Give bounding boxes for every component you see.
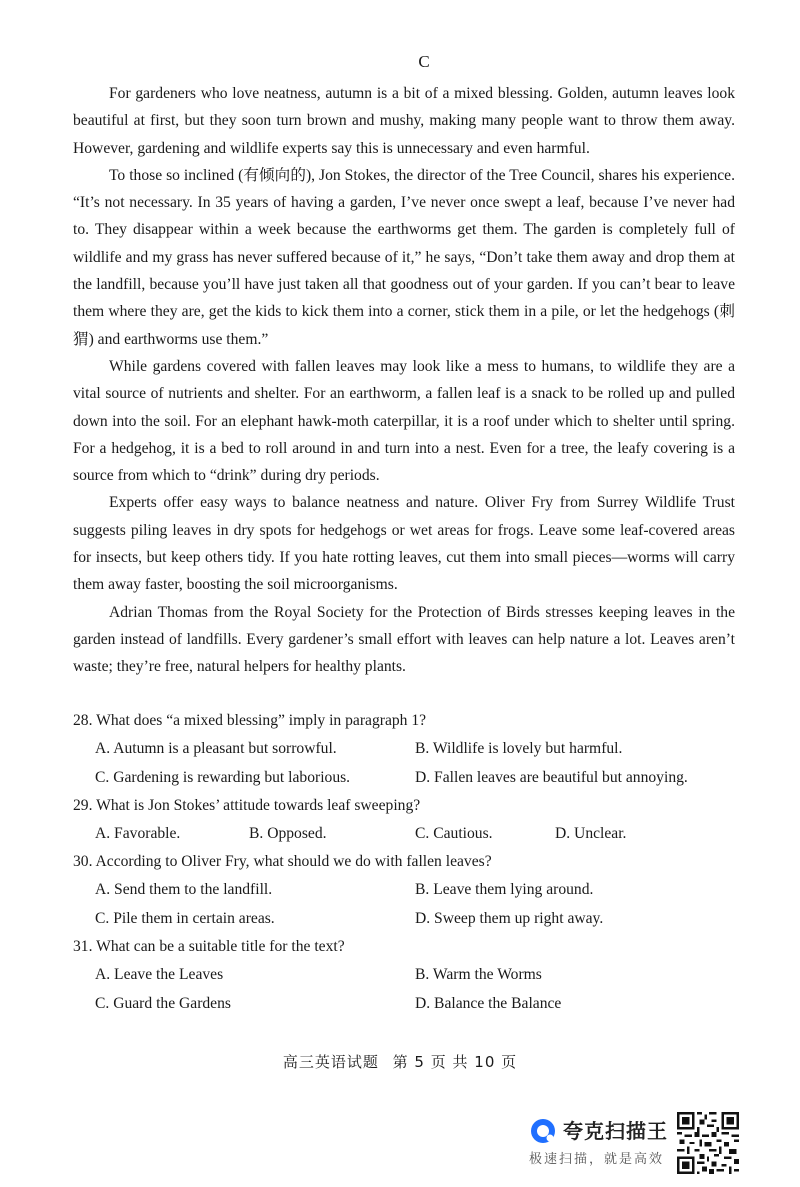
app-slogan: 极速扫描，就是高效	[529, 1152, 665, 1167]
app-name: 夸克扫描王	[563, 1119, 668, 1143]
quark-logo-icon	[529, 1117, 557, 1145]
question-stem: 31. What can be a suitable title for the text?	[73, 938, 345, 955]
question-31	[73, 933, 753, 1018]
question-stem: 30. According to Oliver Fry, what should we do with fallen leaves?	[73, 853, 492, 870]
page-footer	[0, 1051, 800, 1072]
paragraph-5: Adrian Thomas from the Royal Society for the Protection of Birds stresses keeping leaves in the garden instead of landfills. Every gardener’s small effort with leaves can help nature a lot. Leaves aren’t waste; they’re free, natural helpers for healthy plants.	[73, 603, 735, 676]
option-c: C. Pile them in certain areas.	[95, 910, 275, 927]
paragraph-1: For gardeners who love neatness, autumn is a bit of a mixed blessing. Golden, autumn leaves look beautiful at first, but they soon turn brown and mushy, making many people want to throw them away. However, gardening and wildlife experts say this is unnecessary and even harmful.	[73, 85, 735, 157]
option-c: C. Cautious.	[415, 825, 493, 842]
question-stem: 28. What does “a mixed blessing” imply in paragraph 1?	[73, 712, 427, 729]
option-d: D. Sweep them up right away.	[415, 910, 604, 927]
option-d: D. Fallen leaves are beautiful but annoying.	[415, 769, 688, 786]
scanner-watermark	[527, 1113, 669, 1173]
option-d: D. Balance the Balance	[415, 995, 562, 1012]
option-row	[73, 960, 753, 989]
section-letter: C	[418, 52, 430, 71]
option-row	[73, 819, 753, 848]
option-b: B. Wildlife is lovely but harmful.	[415, 740, 623, 757]
option-c: C. Guard the Gardens	[95, 995, 231, 1012]
option-row	[73, 734, 753, 763]
question-list	[73, 707, 753, 1018]
paragraph-4: Experts offer easy ways to balance neatness and nature. Oliver Fry from Surrey Wildlife Trust suggests piling leaves in dry spots for hedgehogs or wet areas for frogs. Leave some leaf-covered areas for insects, but keep others tidy. If you hate rotting leaves, cut them into small pieces—worms will carry them away faster, boosting the soil microorganisms.	[73, 494, 735, 594]
option-row	[73, 763, 753, 792]
option-a: A. Leave the Leaves	[95, 966, 224, 983]
option-row	[73, 904, 753, 933]
option-a: A. Send them to the landfill.	[95, 881, 273, 898]
option-b: B. Leave them lying around.	[415, 881, 594, 898]
option-row	[73, 989, 753, 1018]
option-a: A. Autumn is a pleasant but sorrowful.	[95, 740, 337, 757]
question-30	[73, 848, 753, 933]
qr-code-icon	[677, 1112, 739, 1174]
option-b: B. Opposed.	[249, 825, 327, 842]
exam-name: 高三英语试题	[282, 1053, 379, 1071]
option-b: B. Warm the Worms	[415, 966, 542, 983]
option-c: C. Gardening is rewarding but laborious.	[95, 769, 351, 786]
option-a: A. Favorable.	[95, 825, 181, 842]
page-info: 第 5 页 共 10 页	[392, 1053, 518, 1071]
question-28	[73, 707, 753, 792]
reading-passage	[73, 80, 735, 681]
paragraph-2: To those so inclined (有倾向的), Jon Stokes, the director of the Tree Council, shares his experience. “It’s not necessary. In 35 years of having a garden, I’ve never once swept a leaf, because I’ve never had to. They disappear within a week because the earthworms get them. The garden is completely full of wildlife and my grass has never suffered because of it,” he says, “Don’t take them away and drop them at the landfill, because you’ll have just taken all that goodness out of your garden. If you can’t bear to leave them where they are, get the kids to kick them into a corner, stick them in a pile, or let the hedgehogs (刺猬) and earthworms use them.”	[73, 166, 735, 348]
option-d: D. Unclear.	[555, 825, 627, 842]
question-stem: 29. What is Jon Stokes’ attitude towards leaf sweeping?	[73, 797, 421, 814]
option-row	[73, 875, 753, 904]
paragraph-3: While gardens covered with fallen leaves may look like a mess to humans, to wildlife they are a vital source of nutrients and shelter. For an earthworm, a fallen leaf is a snack to be rolled up and pulled down into the soil. For an elephant hawk-moth caterpillar, it is a roof under which to shelter until spring. For a hedgehog, it is a bed to roll around in and turn into a nest. Even for a tree, the leafy covering is a source from which to “drink” during dry periods.	[73, 357, 735, 485]
question-29	[73, 792, 753, 848]
